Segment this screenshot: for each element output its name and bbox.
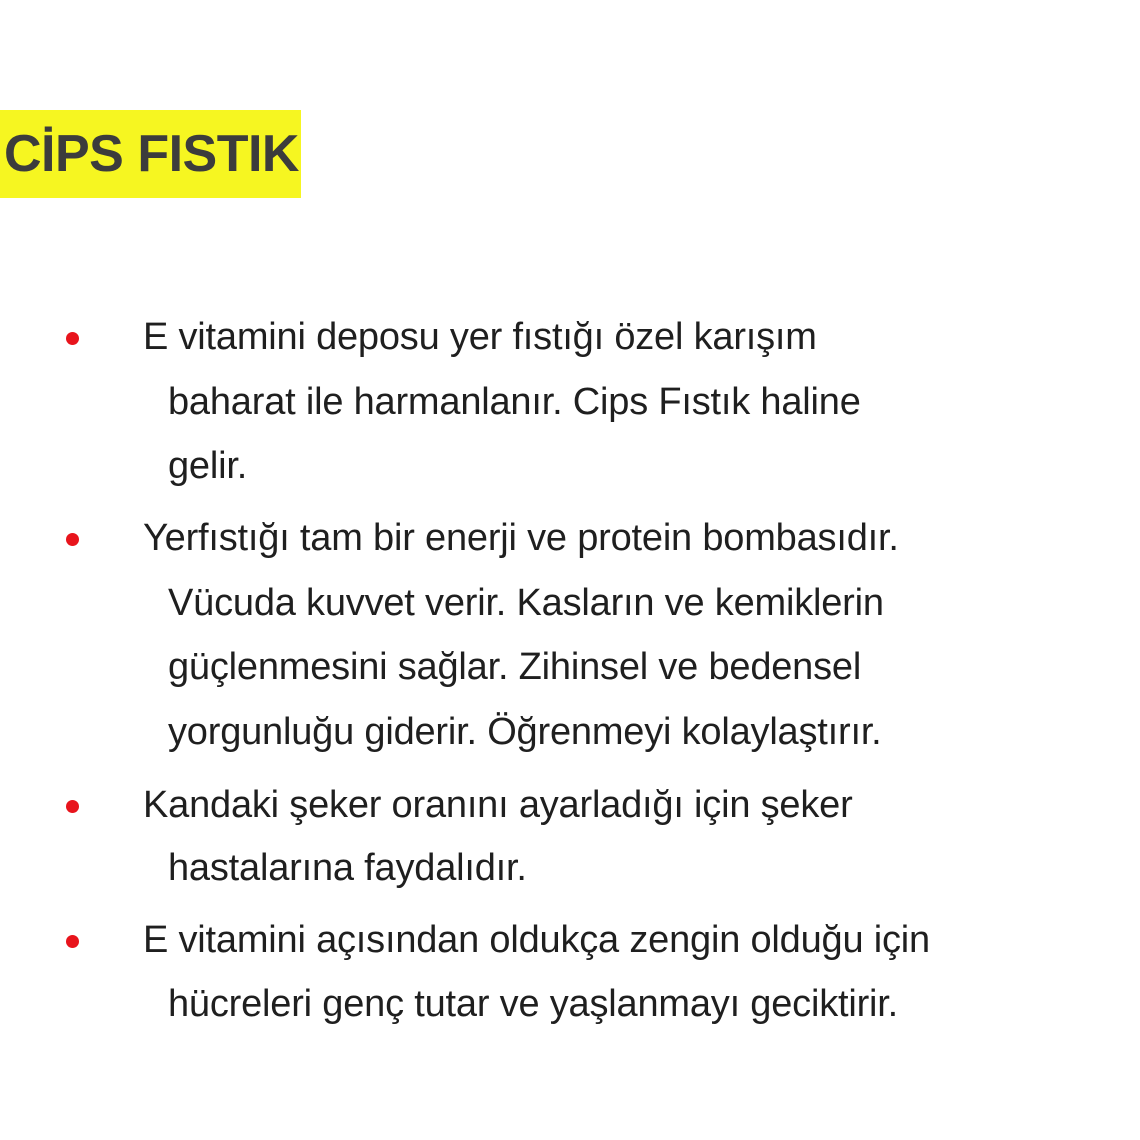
list-item-line: gelir.	[168, 445, 248, 487]
list-item-line: hastalarına faydalıdır.	[168, 847, 527, 889]
bullet-dot-icon	[66, 332, 79, 345]
list-item-line: Yerfıstığı tam bir enerji ve protein bombasıdır.	[143, 517, 899, 559]
list-item-line: E vitamini açısından oldukça zengin olduğu için	[143, 919, 930, 961]
list-item-line: yorgunluğu giderir. Öğrenmeyi kolaylaştırır.	[168, 711, 882, 753]
list-item-line: baharat ile harmanlanır. Cips Fıstık haline	[168, 381, 861, 423]
bullet-dot-icon	[66, 935, 79, 948]
list-item-line: Kandaki şeker oranını ayarladığı için şeker	[143, 784, 853, 826]
bullet-dot-icon	[66, 800, 79, 813]
list-item-line: Vücuda kuvvet verir. Kasların ve kemiklerin	[168, 582, 884, 624]
bullet-dot-icon	[66, 533, 79, 546]
list-item-line: hücreleri genç tutar ve yaşlanmayı geciktirir.	[168, 983, 899, 1025]
page-title: CİPS FISTIK	[4, 125, 299, 183]
list-item-line: güçlenmesini sağlar. Zihinsel ve bedensel	[168, 646, 862, 688]
list-item-line: E vitamini deposu yer fıstığı özel karışım	[143, 316, 817, 358]
